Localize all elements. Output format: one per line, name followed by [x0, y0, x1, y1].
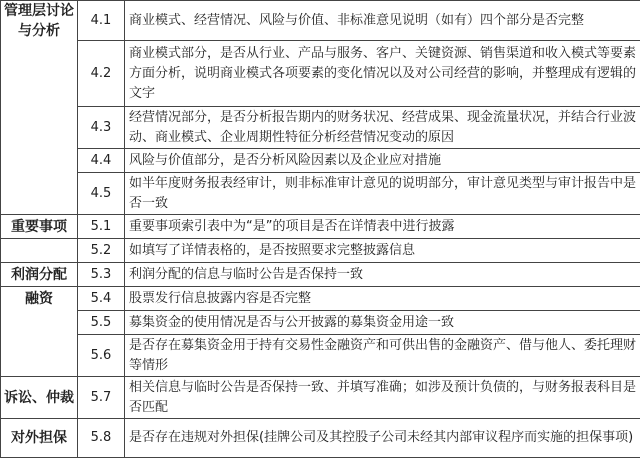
category-cell: 对外担保 — [1, 419, 78, 458]
table-row — [1, 173, 640, 215]
item-number: 5.5 — [78, 311, 125, 335]
table-row — [1, 239, 640, 263]
item-description: 募集资金的使用情况是否与公开披露的募集资金用途一致 — [125, 311, 640, 335]
table-row — [1, 107, 640, 149]
item-number: 5.8 — [78, 419, 125, 458]
item-number: 5.3 — [78, 263, 125, 287]
table-row — [1, 1, 640, 41]
table-row — [1, 41, 640, 107]
table-row — [1, 215, 640, 239]
item-description: 是否存在违规对外担保(挂牌公司及其控股子公司未经其内部审议程序而实施的担保事项) — [125, 419, 640, 458]
item-number: 4.3 — [78, 107, 125, 149]
table-row — [1, 287, 640, 311]
item-description: 股票发行信息披露内容是否完整 — [125, 287, 640, 311]
item-description: 商业模式部分，是否从行业、产品与服务、客户、关键资源、销售渠道和收入模式等要素方面分析，说明商业模式各项要素的变化情况以及对公司经营的影响，并整理成有逻辑的文字 — [125, 41, 640, 107]
category-cell — [1, 239, 78, 263]
category-cell: 融资 — [1, 287, 78, 377]
item-number: 4.2 — [78, 41, 125, 107]
item-number: 4.1 — [78, 1, 125, 41]
item-description: 如半年度财务报表经审计，则非标准审计意见的说明部分，审计意见类型与审计报告中是否一致 — [125, 173, 640, 215]
table-row — [1, 149, 640, 173]
item-description: 经营情况部分，是否分析报告期内的财务状况、经营成果、现金流量状况，并结合行业波动、商业模式、企业周期性特征分析经营情况变动的原因 — [125, 107, 640, 149]
table-row — [1, 419, 640, 458]
table-row — [1, 377, 640, 419]
item-description: 相关信息与临时公告是否保持一致、并填写准确；如涉及预计负债的，与财务报表科目是否匹配 — [125, 377, 640, 419]
item-description: 利润分配的信息与临时公告是否保持一致 — [125, 263, 640, 287]
category-cell: 重要事项 — [1, 215, 78, 239]
item-description: 风险与价值部分，是否分析风险因素以及企业应对措施 — [125, 149, 640, 173]
table-row — [1, 311, 640, 335]
item-number: 5.1 — [78, 215, 125, 239]
category-cell: 诉讼、仲裁 — [1, 377, 78, 419]
category-cell: 利润分配 — [1, 263, 78, 287]
item-number: 5.7 — [78, 377, 125, 419]
item-number: 4.4 — [78, 149, 125, 173]
item-number: 5.2 — [78, 239, 125, 263]
item-number: 4.5 — [78, 173, 125, 215]
table-row — [1, 263, 640, 287]
item-description: 是否存在募集资金用于持有交易性金融资产和可供出售的金融资产、借与他人、委托理财等情形 — [125, 335, 640, 377]
item-number: 5.4 — [78, 287, 125, 311]
table-row — [1, 335, 640, 377]
item-number: 5.6 — [78, 335, 125, 377]
item-description: 重要事项索引表中为“是”的项目是否在详情表中进行披露 — [125, 215, 640, 239]
item-description: 如填写了详情表格的，是否按照要求完整披露信息 — [125, 239, 640, 263]
category-cell: 管理层讨论与分析 — [1, 1, 78, 215]
item-description: 商业模式、经营情况、风险与价值、非标准意见说明（如有）四个部分是否完整 — [125, 1, 640, 41]
